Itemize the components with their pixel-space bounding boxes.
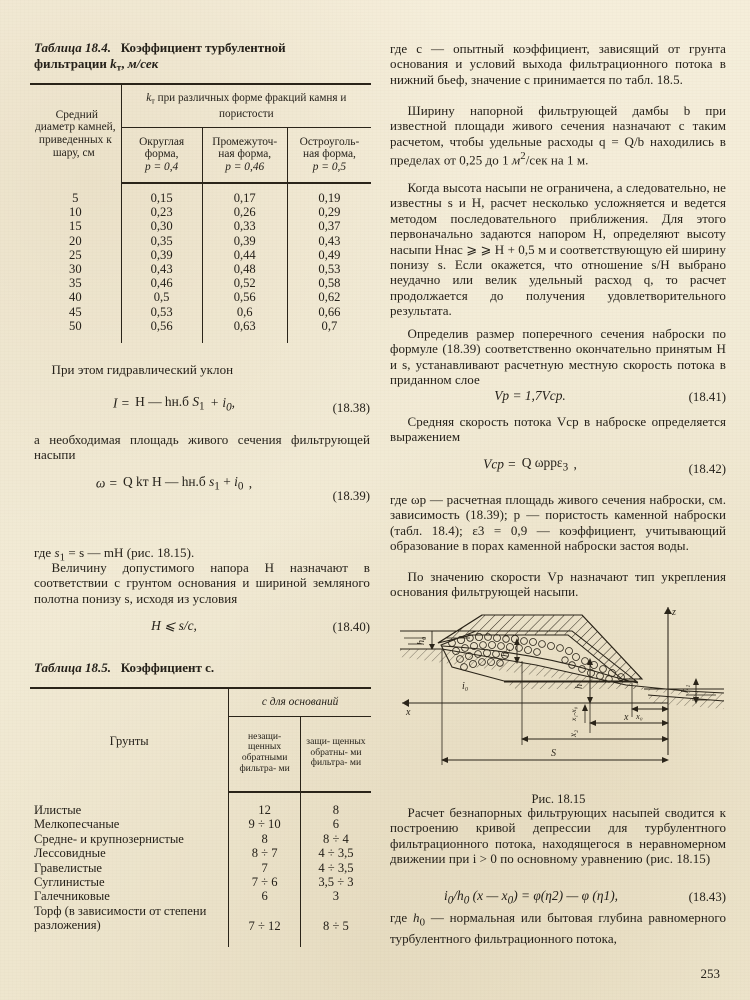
equation-18-39 bbox=[34, 472, 370, 534]
col-round-name: Округлая форма, bbox=[139, 135, 185, 161]
cell-unprotected: 6 bbox=[229, 889, 301, 903]
col-round-porosity: p = 0,4 bbox=[144, 160, 179, 173]
label-h: h bbox=[574, 684, 585, 689]
cell-mid: 0,44 bbox=[202, 248, 287, 262]
table-18-4-col-sharp bbox=[287, 128, 371, 184]
cell-round: 0,46 bbox=[121, 276, 202, 290]
figure-caption: Рис. 18.15 bbox=[531, 792, 586, 806]
cell-protected: 3 bbox=[300, 889, 371, 903]
cell-mid: 0,52 bbox=[202, 276, 287, 290]
cell-mid: 0,56 bbox=[202, 290, 287, 304]
col-sharp-name: Остроуголь- ная форма, bbox=[299, 135, 360, 161]
cell-diameter: 50 bbox=[69, 318, 82, 333]
cell-diameter: 40 bbox=[69, 290, 82, 305]
paragraph-coefficient-c: где c — опытный коэффициент, зависящий от грунта основания и условий выхода фильтрационного потока в нижний бьеф, значение c принимается по табл. 18.5. bbox=[390, 41, 726, 87]
cell-diameter: 20 bbox=[69, 233, 82, 248]
spacer-cell bbox=[121, 333, 202, 343]
cell-round: 0,23 bbox=[121, 205, 202, 219]
spacer-cell bbox=[30, 793, 229, 803]
col-sharp-porosity: p = 0,5 bbox=[312, 160, 347, 173]
s-arrow-r bbox=[662, 757, 669, 763]
ground-hatch-band bbox=[400, 649, 724, 701]
cell-unprotected: 9 ÷ 10 bbox=[229, 817, 301, 831]
eq-18-38-lhs: I = bbox=[112, 395, 130, 411]
spacer-cell bbox=[287, 333, 371, 343]
cell-sharp: 0,53 bbox=[287, 262, 371, 276]
cell-sharp: 0,19 bbox=[287, 191, 371, 205]
paragraph-calculation: Расчет безнапорных фильтрующих насыпей сводится к построению кривой депрессии для турбулентного фильтрационного потока, находящегося в неравномерном движении при i > 0 по основному уравнению (рис. 18.15) bbox=[390, 805, 726, 867]
table-18-5-col-protected: защи- щенных обратны- ми фильтра- ми bbox=[300, 717, 371, 793]
label-x0: x₀ bbox=[636, 711, 643, 721]
spacer-cell bbox=[121, 183, 202, 191]
table-18-5-col-unprotected: незащи- щенных обратными фильтра- ми bbox=[229, 717, 301, 793]
cell-sharp: 0,62 bbox=[287, 290, 371, 304]
z-axis-arrow bbox=[664, 607, 672, 614]
cell-protected: 4 ÷ 3,5 bbox=[300, 846, 371, 860]
label-i0: i₀ bbox=[462, 681, 469, 692]
x-axis-arrow bbox=[402, 699, 409, 707]
cell-mid: 0,6 bbox=[202, 305, 287, 319]
cell-diameter: 25 bbox=[69, 247, 82, 262]
cell-protected: 8 ÷ 4 bbox=[300, 832, 371, 846]
cell-mid: 0,17 bbox=[202, 191, 287, 205]
spacer-cell bbox=[300, 793, 371, 803]
table-18-4-units: м/сек bbox=[127, 55, 159, 71]
spacer-cell bbox=[229, 793, 301, 803]
table-row bbox=[30, 290, 371, 304]
table-row bbox=[30, 832, 371, 846]
table-row bbox=[30, 248, 371, 262]
paragraph-where-omega: где ωр — расчетная площадь живого сечения наброски, см. зависимость (18.39); p — пористость каменной наброски (табл. 18.4); ε3 = 0,9 — коэффициент, учитывающий образование в порах каменной наброски застоя воды. bbox=[390, 492, 726, 554]
eq-18-39-lhs: ω = bbox=[95, 475, 118, 491]
cell-protected: 8 ÷ 5 bbox=[300, 904, 371, 933]
cell-diameter: 30 bbox=[69, 262, 82, 277]
figure-18-15 bbox=[386, 605, 731, 807]
cell-soil: Лессовидные bbox=[34, 846, 106, 861]
table-18-5-caption bbox=[34, 660, 370, 680]
table-18-5-col-soil bbox=[30, 688, 229, 793]
paragraph-required-area: а необходимая площадь живого сечения фильтрующей насыпи bbox=[34, 432, 370, 463]
cell-mid: 0,26 bbox=[202, 205, 287, 219]
cell-diameter: 45 bbox=[69, 304, 82, 319]
col-mid-porosity: p = 0,46 bbox=[225, 160, 265, 173]
col-soil-label: Грунты bbox=[109, 733, 149, 748]
figure-geometry bbox=[400, 607, 724, 765]
paragraph-dam-width: Ширину напорной фильтрующей дамбы b при известной площади живого сечения назначают с таким расчетом, чтобы удельные расходы q = Q/b находились в пределах от 0,25 до 1 $м^2$/сек на 1 м. bbox=[390, 103, 726, 168]
eq-18-39-comma: , bbox=[248, 475, 253, 491]
cell-soil: Торф (в зависимости от степени разложения) bbox=[34, 903, 207, 933]
table-row bbox=[30, 234, 371, 248]
span-header-rest: при различных форме фракций камня и пористости bbox=[157, 91, 347, 120]
cell-round: 0,53 bbox=[121, 305, 202, 319]
cell-round: 0,15 bbox=[121, 191, 202, 205]
span-header-k-sub: т bbox=[151, 96, 155, 106]
cell-soil: Средне- и крупнозернистые bbox=[34, 831, 184, 846]
k-subscript: т bbox=[116, 63, 122, 74]
cell-sharp: 0,49 bbox=[287, 248, 371, 262]
paragraph-where-s1: где $s_1 = s$ — mH (рис. 18.15). bbox=[34, 545, 195, 564]
label-x-dim: x bbox=[624, 712, 629, 723]
eq-18-43-body: $i_0/h_0$ (x — $x_0) = \varphi(\eta 2)$ — φ (η1), bbox=[443, 888, 619, 907]
cell-round: 0,56 bbox=[121, 319, 202, 333]
cell-diameter: 10 bbox=[69, 205, 82, 220]
eq-18-38-tail: + $i_0$, bbox=[209, 395, 236, 415]
eq-18-42-number: (18.42) bbox=[688, 462, 726, 476]
table-row bbox=[30, 276, 371, 290]
table-18-4-span-header bbox=[121, 84, 371, 128]
spacer-cell bbox=[30, 333, 121, 343]
eq-18-41-number: (18.41) bbox=[688, 390, 726, 404]
cell-sharp: 0,7 bbox=[287, 319, 371, 333]
eq-18-39-number: (18.39) bbox=[332, 489, 370, 503]
cell-unprotected: 7 ÷ 6 bbox=[229, 875, 301, 889]
table-row bbox=[30, 846, 371, 860]
label-x2: x₂ bbox=[568, 729, 578, 737]
paragraph-velocity-type: По значению скорости Vр назначают тип укрепления основания фильтрующей насыпи. bbox=[390, 569, 726, 600]
cell-mid: 0,63 bbox=[202, 319, 287, 333]
table-row bbox=[30, 262, 371, 276]
table-row bbox=[30, 817, 371, 831]
table-18-5-group-header bbox=[229, 688, 371, 717]
table-18-4-number: Таблица 18.4. bbox=[34, 40, 112, 55]
cell-soil: Гравелистые bbox=[34, 860, 103, 875]
col1-header-text: Средний диаметр камней, приведенных к шару, см bbox=[35, 108, 116, 159]
table-row bbox=[30, 319, 371, 333]
table-18-4-caption: Таблица 18.4. Коэффициент турбулентной фильтрации $k_т$, м/сек bbox=[34, 40, 286, 74]
col-mid-name: Промежуточ- ная форма, bbox=[212, 135, 278, 161]
label-x1-minus-x0: x₁-x₀ bbox=[569, 706, 578, 721]
cell-mid: 0,39 bbox=[202, 234, 287, 248]
label-h0: h₀ bbox=[416, 636, 427, 645]
cell-sharp: 0,43 bbox=[287, 234, 371, 248]
cell-sharp: 0,29 bbox=[287, 205, 371, 219]
cell-sharp: 0,58 bbox=[287, 276, 371, 290]
eq-18-42-fraction: Q ωрpε$_3$ bbox=[521, 455, 569, 474]
cell-round: 0,39 bbox=[121, 248, 202, 262]
table-18-4-col-round bbox=[121, 128, 202, 184]
table-row bbox=[30, 803, 371, 817]
spacer-cell bbox=[202, 183, 287, 191]
cell-protected: 8 bbox=[300, 803, 371, 817]
equation-18-38 bbox=[34, 388, 370, 428]
spacer-cell bbox=[202, 333, 287, 343]
paragraph-embankment-height: Когда высота насыпи не ограничена, а следовательно, не известны s и H, расчет несколько усложняется и ведется методом последовательного приближения. Для этого первоначально задаются напором H, определяют высоту насыпи Hнас ⩾ ⩾ H + 0,5 м и соответствующую ей ширину понизу s. Если окажется, что отношение s/H выбрано неудачно или велик удельный расход q, то расчет продолжается до получения удовлетворительного результата. bbox=[390, 180, 726, 319]
equation-18-43 bbox=[390, 888, 726, 906]
label-x-axis: x bbox=[406, 707, 411, 718]
table-row bbox=[30, 305, 371, 319]
cell-protected: 6 bbox=[300, 817, 371, 831]
cell-soil: Галечниковые bbox=[34, 889, 110, 904]
table-18-4-title-line2: фильтрации bbox=[34, 55, 107, 71]
paragraph-cross-section: Определив размер поперечного сечения наброски по формуле (18.39) соответственно окончательно принятым H и s, устанавливают расчетную местную скорость потока в приданном слое bbox=[390, 326, 726, 388]
cell-unprotected: 7 bbox=[229, 861, 301, 875]
table-row bbox=[30, 191, 371, 205]
cell-round: 0,35 bbox=[121, 234, 202, 248]
eq-18-41-body: Vр = 1,7Vср. bbox=[494, 388, 566, 403]
eq-18-38-fraction: H — hн.б $S_1$ bbox=[135, 394, 205, 413]
eq-18-42-lhs: Vср = bbox=[483, 456, 517, 472]
eq-18-39-fraction: Q kт H — hн.б $s_1 + i_0$ bbox=[123, 474, 244, 493]
paragraph-mean-velocity: Средняя скорость потока Vср в наброске определяется выражением bbox=[390, 414, 726, 445]
k-symbol: k bbox=[110, 55, 117, 71]
spacer-cell bbox=[30, 183, 121, 191]
table-row bbox=[30, 875, 371, 889]
cell-unprotected: 7 ÷ 12 bbox=[229, 904, 301, 933]
eq-18-40-number: (18.40) bbox=[332, 620, 370, 634]
cell-round: 0,5 bbox=[121, 290, 202, 304]
table-18-5 bbox=[30, 687, 371, 947]
cell-protected: 4 ÷ 3,5 bbox=[300, 861, 371, 875]
table-row bbox=[30, 205, 371, 219]
paragraph-hydraulic-gradient: При этом гидравлический уклон bbox=[51, 362, 234, 377]
span-header-k: k bbox=[146, 91, 152, 104]
table-18-5-title: Коэффициент c. bbox=[120, 660, 215, 675]
cell-soil: Суглинистые bbox=[34, 875, 105, 890]
equation-18-42 bbox=[390, 450, 726, 488]
table-18-4-col1-header bbox=[30, 84, 121, 183]
eq-18-38-number: (18.38) bbox=[332, 401, 370, 415]
cell-round: 0,30 bbox=[121, 219, 202, 233]
equation-18-41 bbox=[390, 388, 726, 406]
label-h1: h₁ bbox=[680, 684, 691, 693]
spacer-cell bbox=[30, 933, 229, 947]
spacer-cell bbox=[300, 933, 371, 947]
table-row bbox=[30, 889, 371, 903]
table-18-4 bbox=[30, 83, 371, 343]
group-header-text: c для оснований bbox=[261, 695, 339, 708]
cell-diameter: 35 bbox=[69, 276, 82, 291]
label-s: S bbox=[551, 748, 556, 759]
cell-protected: 3,5 ÷ 3 bbox=[300, 875, 371, 889]
cell-sharp: 0,66 bbox=[287, 305, 371, 319]
table-18-5-number: Таблица 18.5. bbox=[34, 660, 112, 675]
table-18-4-col-mid bbox=[202, 128, 287, 184]
spacer-cell bbox=[229, 933, 301, 947]
cell-unprotected: 8 bbox=[229, 832, 301, 846]
h2-arrow-top bbox=[514, 638, 520, 645]
cell-diameter: 15 bbox=[69, 219, 82, 234]
spacer-cell bbox=[287, 183, 371, 191]
cell-soil: Мелкопесчаные bbox=[34, 817, 120, 832]
cell-sharp: 0,37 bbox=[287, 219, 371, 233]
x1-x0-arrow bbox=[582, 704, 588, 711]
paragraph-permissible-head: Величину допустимого напора H назначают в соответствии с грунтом основания и шириной земляного полотна понизу s, исходя из условия bbox=[34, 560, 370, 606]
eq-18-40-body: H ⩽ s/c, bbox=[151, 618, 197, 633]
table-row bbox=[30, 861, 371, 875]
cell-unprotected: 12 bbox=[229, 803, 301, 817]
h1-arrow-top bbox=[693, 678, 699, 685]
label-h2: h₂ bbox=[500, 648, 511, 657]
paragraph-where-h0: где $h_0$ — нормальная или бытовая глубина равномерного турбулентного фильтрационного потока, bbox=[390, 910, 726, 946]
label-z-axis: z bbox=[672, 607, 676, 618]
table-row bbox=[30, 904, 371, 933]
figure-18-15-drawing bbox=[386, 605, 731, 785]
cell-round: 0,43 bbox=[121, 262, 202, 276]
eq-18-42-comma: , bbox=[573, 456, 577, 472]
table-row bbox=[30, 219, 371, 233]
cell-diameter: 5 bbox=[72, 191, 79, 205]
cell-unprotected: 8 ÷ 7 bbox=[229, 846, 301, 860]
page-number: 253 bbox=[700, 966, 720, 981]
cell-mid: 0,48 bbox=[202, 262, 287, 276]
table-18-4-title-line1: Коэффициент турбулентной bbox=[120, 40, 286, 55]
cell-soil: Илистые bbox=[34, 803, 82, 817]
equation-18-40 bbox=[34, 618, 370, 636]
eq-18-43-number: (18.43) bbox=[688, 890, 726, 904]
cell-mid: 0,33 bbox=[202, 219, 287, 233]
